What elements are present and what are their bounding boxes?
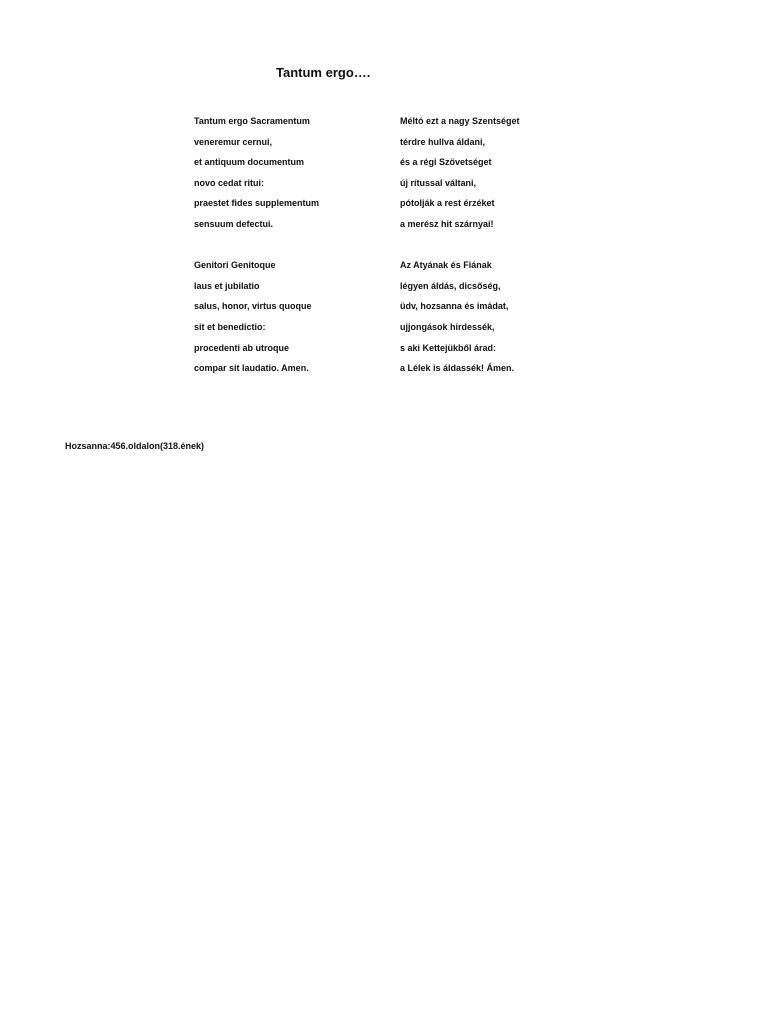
verse-line: s aki Kettejükből árad: [400,342,497,353]
latin-stanza-1 [194,111,319,235]
latin-text-column [194,111,319,379]
hungarian-stanza-2 [400,255,520,379]
verse-line: a merész hit szárnyai! [400,218,494,229]
hungarian-text-column [400,111,520,379]
verse-line: novo cedat ritui: [194,177,265,188]
verse-line: Tantum ergo Sacramentum [194,116,310,126]
page-title: Tantum ergo…. [276,65,371,80]
verse-line: új rítussal váltani, [400,177,477,188]
verse-line: térdre hullva áldani, [400,136,486,147]
verse-line: laus et jubilatio [194,280,260,291]
verse-line: sensuum defectui. [194,218,274,229]
verse-line: salus, honor, virtus quoque [194,301,312,312]
verse-line: légyen áldás, dicsőség, [400,280,501,291]
verse-line: veneremur cernui, [194,136,273,147]
verse-line: compar sit laudatio. Amen. [194,363,309,374]
verse-line: procedenti ab utroque [194,342,290,353]
hymnal-reference: Hozsanna:456.oldalon(318.ének) [65,441,205,451]
verse-line: Genitori Genitoque [194,260,276,271]
verse-line: pótolják a rest érzéket [400,198,495,209]
verse-line: et antiquum documentum [194,157,304,168]
verse-line: a Lélek is áldassék! Ámen. [400,363,515,374]
verse-line: sit et benedictio: [194,321,266,332]
hungarian-stanza-1 [400,111,520,235]
verse-line: üdv, hozsanna és imádat, [400,301,509,312]
verse-line: Méltó ezt a nagy Szentséget [400,116,520,126]
verse-line: Az Atyának és Fiának [400,260,492,271]
verse-line: ujjongások hirdessék, [400,321,495,332]
verse-line: praestet fides supplementum [194,198,320,209]
latin-stanza-2 [194,255,319,379]
verse-line: és a régi Szövetséget [400,157,492,168]
